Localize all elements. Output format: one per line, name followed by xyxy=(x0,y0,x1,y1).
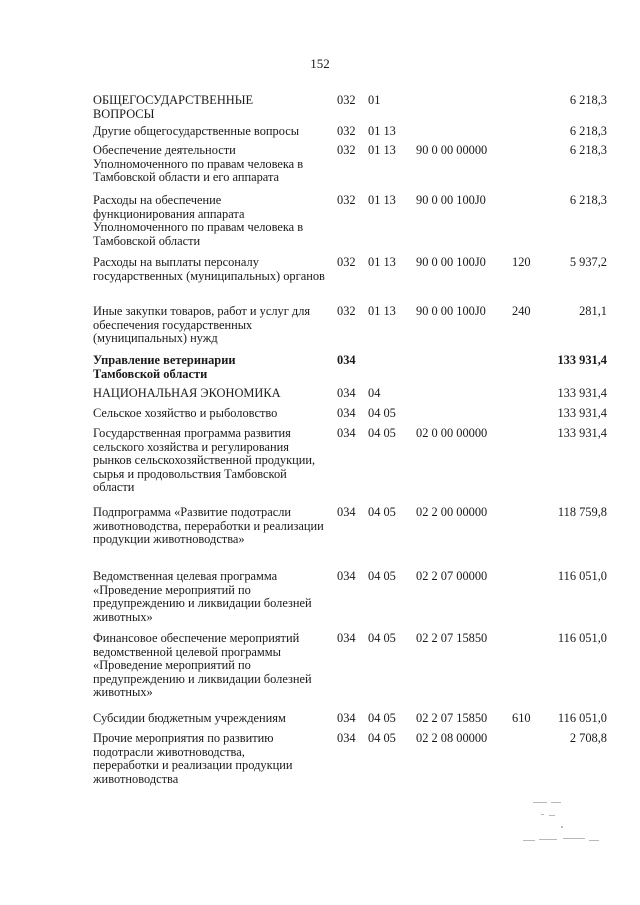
ved-code: 034 xyxy=(337,569,356,583)
sum-value: 133 931,4 xyxy=(557,426,607,440)
sum-value: 5 937,2 xyxy=(569,255,607,269)
sum-value: 116 051,0 xyxy=(557,711,607,725)
row-name: Другие общегосударственные вопросы xyxy=(93,124,300,138)
rz-code: 04 05 xyxy=(368,569,396,583)
rz-code: 01 13 xyxy=(368,255,396,269)
csr-code: 02 2 07 15850 xyxy=(416,711,488,725)
sum-value: 6 218,3 xyxy=(569,124,607,138)
rz-code: 04 05 xyxy=(368,711,396,725)
sum-value: 6 218,3 xyxy=(569,193,607,207)
row-name: Расходы на обеспечение функционирования аппарата Уполномоченного по правам человека в Тамбовской области xyxy=(93,193,304,248)
sum-value: 118 759,8 xyxy=(557,505,607,519)
row-name: Иные закупки товаров, работ и услуг для обеспечения государственных (муниципальных) нужд xyxy=(93,304,311,346)
ved-code: 034 xyxy=(337,505,356,519)
ved-code: 034 xyxy=(337,631,356,645)
row-name: Финансовое обеспечение мероприятий ведомственной целевой программы «Проведение мероприятий по предупреждению и ликвидации болезней животных» xyxy=(93,631,312,700)
row-name: Управление ветеринарии Тамбовской области xyxy=(93,353,236,381)
row-name: Государственная программа развития сельского хозяйства и регулирования рынков сельскохозяйственной продукции, сырья и продовольствия Тамбовской области xyxy=(93,426,316,495)
rz-code: 01 13 xyxy=(368,193,396,207)
rz-code: 04 05 xyxy=(368,631,396,645)
rz-code: 04 05 xyxy=(368,731,396,745)
rz-code: 01 13 xyxy=(368,124,396,138)
row-name: Обеспечение деятельности Уполномоченного по правам человека в Тамбовской области и его аппарата xyxy=(93,143,304,185)
row-name: ОБЩЕГОСУДАРСТВЕННЫЕ ВОПРОСЫ xyxy=(93,93,254,121)
row-name: Сельское хозяйство и рыболовство xyxy=(93,406,278,420)
rz-code: 04 xyxy=(368,386,381,400)
rz-code: 04 05 xyxy=(368,505,396,519)
ved-code: 032 xyxy=(337,304,356,318)
csr-code: 02 2 00 00000 xyxy=(416,505,488,519)
row-name: Расходы на выплаты персоналу государственных (муниципальных) органов xyxy=(93,255,325,283)
sum-value: 281,1 xyxy=(579,304,607,318)
csr-code: 02 2 07 15850 xyxy=(416,631,488,645)
page-number: 152 xyxy=(310,56,330,71)
row-name: Подпрограмма «Развитие подотрасли животноводства, переработки и реализации продукции животноводства» xyxy=(93,505,324,547)
ved-code: 034 xyxy=(337,711,356,725)
ved-code: 032 xyxy=(337,124,356,138)
rz-code: 01 xyxy=(368,93,381,107)
row-name: Прочие мероприятия по развитию подотрасли животноводства, переработки и реализации продукции животноводства xyxy=(93,731,293,786)
csr-code: 90 0 00 00000 xyxy=(416,143,488,157)
ved-code: 034 xyxy=(337,386,356,400)
csr-code: 02 2 08 00000 xyxy=(416,731,488,745)
sum-value: 116 051,0 xyxy=(557,569,607,583)
ved-code: 034 xyxy=(337,731,356,745)
csr-code: 02 2 07 00000 xyxy=(416,569,488,583)
row-name: Субсидии бюджетным учреждениям xyxy=(93,711,286,725)
ved-code: 034 xyxy=(337,353,356,367)
ved-code: 034 xyxy=(337,406,356,420)
ved-code: 032 xyxy=(337,193,356,207)
sum-value: 6 218,3 xyxy=(569,93,607,107)
ved-code: 034 xyxy=(337,426,356,440)
row-name: НАЦИОНАЛЬНАЯ ЭКОНОМИКА xyxy=(93,386,281,400)
sum-value: 133 931,4 xyxy=(557,386,607,400)
ved-code: 032 xyxy=(337,143,356,157)
vr-code: 610 xyxy=(512,711,531,725)
ved-code: 032 xyxy=(337,93,356,107)
csr-code: 02 0 00 00000 xyxy=(416,426,488,440)
csr-code: 90 0 00 100J0 xyxy=(416,304,486,318)
rz-code: 04 05 xyxy=(368,406,396,420)
ved-code: 032 xyxy=(337,255,356,269)
rz-code: 01 13 xyxy=(368,304,396,318)
sum-value: 6 218,3 xyxy=(569,143,607,157)
sum-value: 133 931,4 xyxy=(557,353,607,367)
rz-code: 04 05 xyxy=(368,426,396,440)
csr-code: 90 0 00 100J0 xyxy=(416,193,486,207)
csr-code: 90 0 00 100J0 xyxy=(416,255,486,269)
vr-code: 240 xyxy=(512,304,531,318)
row-name: Ведомственная целевая программа «Проведение мероприятий по предупреждению и ликвидации болезней животных» xyxy=(93,569,312,624)
vr-code: 120 xyxy=(512,255,531,269)
scan-specks xyxy=(515,800,615,850)
sum-value: 133 931,4 xyxy=(557,406,607,420)
rz-code: 01 13 xyxy=(368,143,396,157)
sum-value: 2 708,8 xyxy=(569,731,607,745)
sum-value: 116 051,0 xyxy=(557,631,607,645)
